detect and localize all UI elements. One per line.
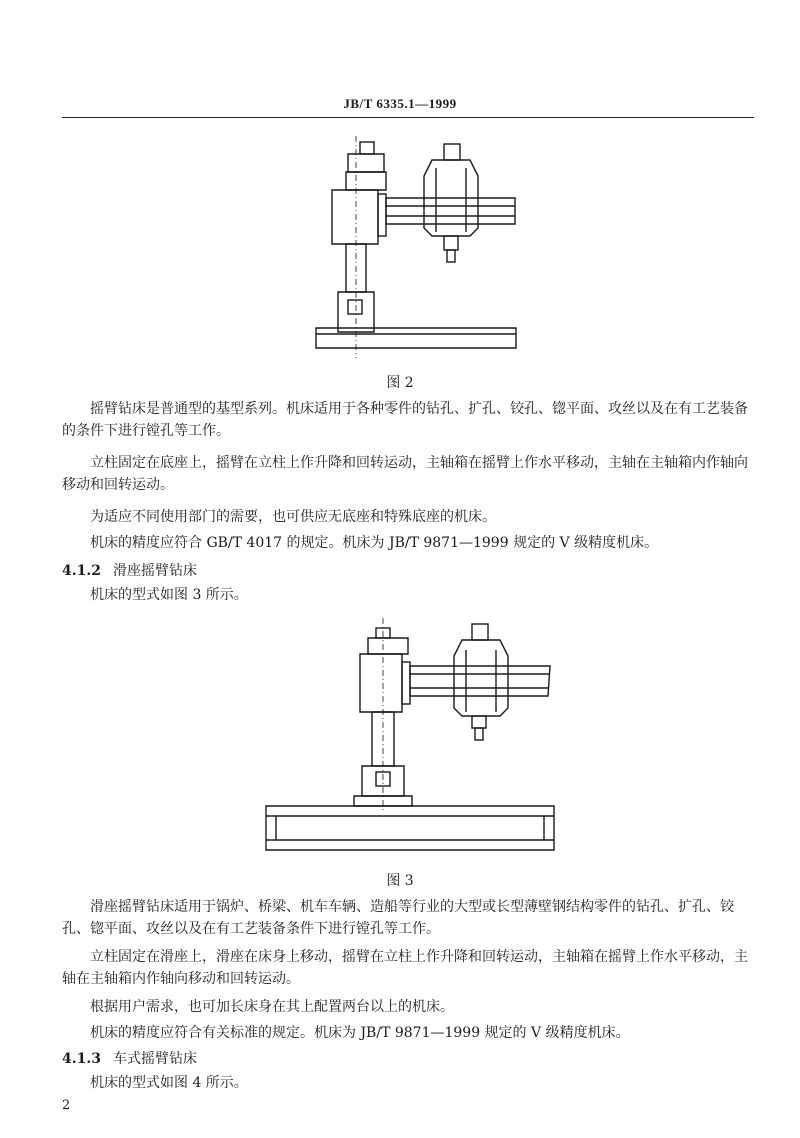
paragraph: 机床的型式如图 4 所示。 bbox=[90, 1075, 248, 1091]
figure-3-caption: 图 3 bbox=[386, 873, 414, 889]
paragraph: 立柱固定在滑座上，滑座在床身上移动，摇臂在立柱上作升降和回转运动，主轴箱在摇臂上作水平移动，主轴在主轴箱内作轴向移动和回转运动。 bbox=[62, 949, 748, 987]
section-heading-4-1-2 bbox=[62, 560, 197, 580]
document-header: JB/T 6335.1—1999 bbox=[343, 96, 457, 111]
section-number: 4.1.2 bbox=[62, 563, 101, 579]
figure-3-drawing bbox=[262, 616, 558, 864]
paragraph: 滑座摇臂钻床适用于锅炉、桥梁、机车车辆、造船等行业的大型或长型薄壁钢结构零件的钻孔、扩孔、铰孔、锪平面、攻丝以及在有工艺装备条件下进行镗孔等工作。 bbox=[62, 899, 734, 937]
section-number: 4.1.3 bbox=[62, 1051, 101, 1067]
radial-drill-diagram bbox=[310, 132, 530, 360]
figure-2-drawing bbox=[310, 132, 530, 360]
paragraph: 摇臂钻床是普通型的基型系列。机床适用于各种零件的钻孔、扩孔、铰孔、锪平面、攻丝以及在有工艺装备的条件下进行镗孔等工作。 bbox=[62, 401, 748, 439]
paragraph: 机床的精度应符合 GB/T 4017 的规定。机床为 JB/T 9871—1999 规定的 V 级精度机床。 bbox=[90, 535, 659, 551]
section-title: 车式摇臂钻床 bbox=[112, 1051, 197, 1067]
paragraph: 机床的精度应符合有关标准的规定。机床为 JB/T 9871—1999 规定的 V 级精度机床。 bbox=[90, 1025, 630, 1041]
page-number: 2 bbox=[62, 1098, 71, 1113]
figure-2-caption: 图 2 bbox=[386, 375, 414, 391]
section-title: 滑座摇臂钻床 bbox=[112, 563, 197, 579]
paragraph: 为适应不同使用部门的需要，也可供应无底座和特殊底座的机床。 bbox=[90, 509, 496, 525]
header-rule bbox=[62, 117, 754, 118]
paragraph: 机床的型式如图 3 所示。 bbox=[90, 587, 248, 603]
paragraph: 立柱固定在底座上，摇臂在立柱上作升降和回转运动，主轴箱在摇臂上作水平移动，主轴在主轴箱内作轴向移动和回转运动。 bbox=[62, 455, 748, 493]
section-heading-4-1-3 bbox=[62, 1048, 197, 1068]
slide-radial-drill-diagram bbox=[262, 616, 558, 864]
paragraph: 根据用户需求，也可加长床身在其上配置两台以上的机床。 bbox=[90, 999, 454, 1015]
